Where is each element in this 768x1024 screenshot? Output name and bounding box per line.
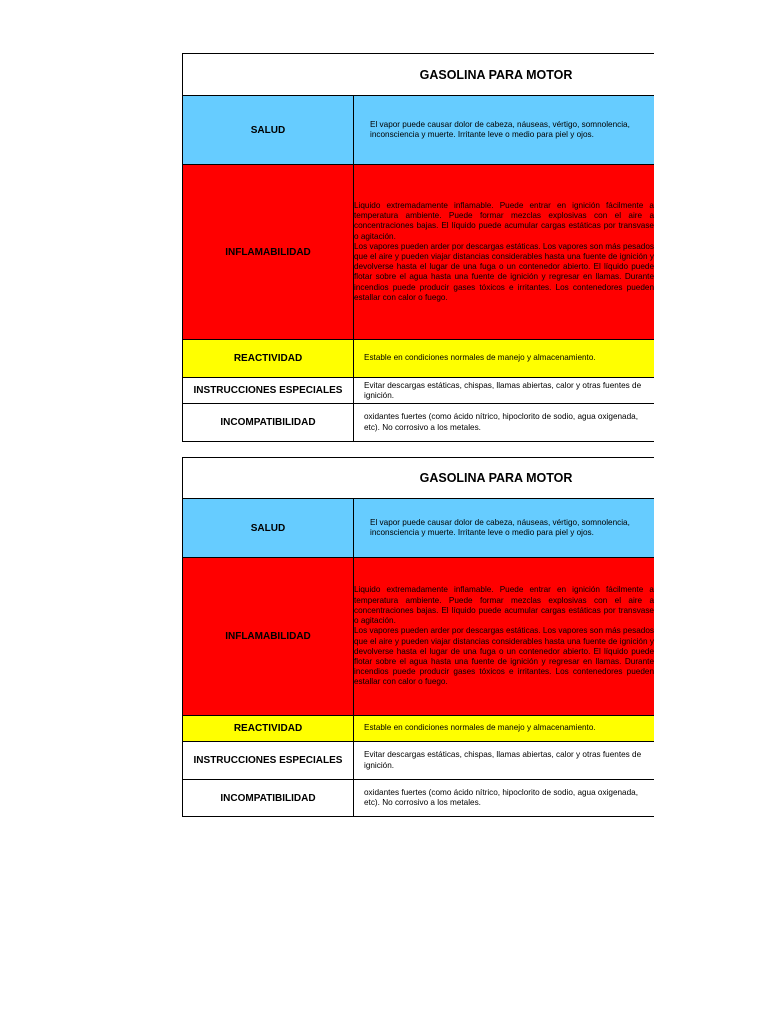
- row-instrucciones-especiales: [183, 742, 654, 780]
- row-salud: [183, 499, 654, 558]
- row-incompatibilidad: [183, 404, 654, 441]
- row-label: SALUD: [183, 499, 354, 557]
- row-description: [354, 378, 654, 403]
- row-incompatibilidad: [183, 780, 654, 816]
- row-reactividad: [183, 340, 654, 378]
- row-label: REACTIVIDAD: [183, 340, 354, 377]
- row-label: REACTIVIDAD: [183, 716, 354, 741]
- row-label: INFLAMABILIDAD: [183, 558, 354, 715]
- card-title: GASOLINA PARA MOTOR: [183, 54, 654, 96]
- row-description: [354, 716, 654, 741]
- row-text: El vapor puede causar dolor de cabeza, náuseas, vértigo, somnolencia, inconsciencia y muerte. Irritante leve o medio para piel y ojos.: [370, 119, 630, 139]
- safety-card: [182, 457, 654, 817]
- row-text: oxidantes fuertes (como ácido nítrico, hipoclorito de sodio, agua oxigenada, etc). No corrosivo a los metales.: [364, 412, 638, 432]
- row-text: Evitar descargas estáticas, chispas, llamas abiertas, calor y otras fuentes de ignición.: [364, 750, 642, 770]
- row-label: INSTRUCCIONES ESPECIALES: [183, 742, 354, 779]
- row-inflamabilidad: [183, 558, 654, 716]
- row-description: [354, 499, 654, 557]
- row-instrucciones-especiales: [183, 378, 654, 404]
- row-label: SALUD: [183, 96, 354, 164]
- row-text: El vapor puede causar dolor de cabeza, náuseas, vértigo, somnolencia, inconsciencia y muerte. Irritante leve o medio para piel y ojos.: [370, 517, 630, 537]
- row-text: Estable en condiciones normales de manejo y almacenamiento.: [364, 723, 596, 733]
- row-description: [354, 165, 654, 339]
- row-description: [354, 404, 654, 441]
- safety-card: [182, 53, 654, 442]
- row-description: [354, 96, 654, 164]
- row-label: INSTRUCCIONES ESPECIALES: [183, 378, 354, 403]
- row-label: INCOMPATIBILIDAD: [183, 404, 354, 441]
- row-label: INFLAMABILIDAD: [183, 165, 354, 339]
- row-description: [354, 780, 654, 816]
- row-text: Liquido extremadamente inflamable. Puede entrar en ignición fácilmente a temperatura ambiente. Puede formar mezclas explosivas con el aire a concentraciones bajas. El líquido puede acumular cargas estáticas por transvase o agitación.: [354, 200, 654, 241]
- row-description: [354, 558, 654, 715]
- row-text: Los vapores pueden arder por descargas estáticas. Los vapores son más pesados que el aire y pueden viajar distancias considerables hasta una fuente de ignición y devolverse hasta el lugar de una fuga o un contenedor abierto. El líquido puede flotar sobre el agua hasta una fuente de ignición y regresar en llamas. Durante incendios puede producir gases tóxicos e irritantes. Los contenedores pueden estallar con calor o fuego.: [354, 241, 654, 302]
- row-description: [354, 742, 654, 779]
- row-text: Estable en condiciones normales de manejo y almacenamiento.: [364, 353, 596, 363]
- row-text: Los vapores pueden arder por descargas estáticas. Los vapores son más pesados que el aire y pueden viajar distancias considerables hasta una fuente de ignición y devolverse hasta el lugar de una fuga o un contenedor abierto. El líquido puede flotar sobre el agua hasta una fuente de ignición y regresar en llamas. Durante incendios puede producir gases tóxicos e irritantes. Los contenedores pueden estallar con calor o fuego.: [354, 626, 654, 687]
- card-title: GASOLINA PARA MOTOR: [183, 458, 654, 499]
- row-text: Evitar descargas estáticas, chispas, llamas abiertas, calor y otras fuentes de ignición.: [364, 381, 642, 401]
- row-reactividad: [183, 716, 654, 742]
- row-description: [354, 340, 654, 377]
- row-salud: [183, 96, 654, 165]
- row-inflamabilidad: [183, 165, 654, 340]
- row-text: oxidantes fuertes (como ácido nítrico, hipoclorito de sodio, agua oxigenada, etc). No corrosivo a los metales.: [364, 787, 638, 807]
- row-text: Liquido extremadamente inflamable. Puede entrar en ignición fácilmente a temperatura ambiente. Puede formar mezclas explosivas con el aire a concentraciones bajas. El líquido puede acumular cargas estáticas por transvase o agitación.: [354, 585, 654, 626]
- row-label: INCOMPATIBILIDAD: [183, 780, 354, 816]
